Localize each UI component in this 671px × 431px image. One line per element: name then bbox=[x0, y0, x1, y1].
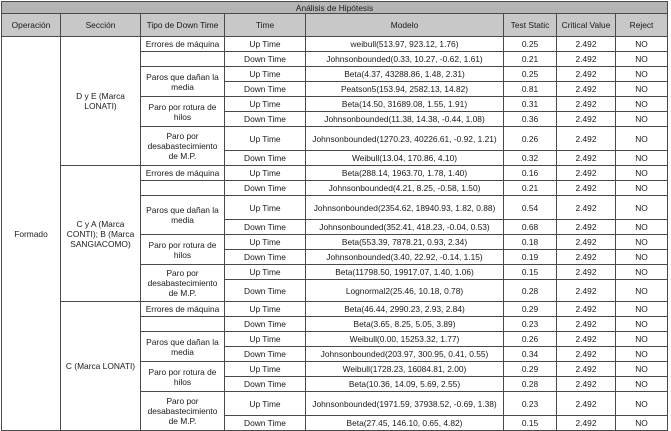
critical-cell: 2.492 bbox=[557, 52, 616, 67]
critical-cell: 2.492 bbox=[557, 347, 616, 362]
reject-cell: NO bbox=[616, 127, 668, 151]
test-cell: 0.21 bbox=[504, 181, 557, 196]
hypothesis-table bbox=[1, 1, 668, 431]
reject-cell: NO bbox=[616, 332, 668, 347]
critical-cell: 2.492 bbox=[557, 151, 616, 166]
time-cell: Up Time bbox=[225, 166, 306, 181]
header-critical-value: Critical Value bbox=[557, 14, 616, 37]
modelo-cell: Beta(10.36, 14.09, 5.69, 2.55) bbox=[306, 377, 504, 392]
section-cell: C (Marca LONATI) bbox=[61, 302, 141, 431]
test-cell: 0.68 bbox=[504, 220, 557, 235]
header-modelo: Modelo bbox=[306, 14, 504, 37]
reject-cell: NO bbox=[616, 347, 668, 362]
reject-cell: NO bbox=[616, 302, 668, 317]
header-operacion: Operación bbox=[2, 14, 61, 37]
critical-cell: 2.492 bbox=[557, 37, 616, 52]
modelo-cell: Beta(3.65, 8.25, 5.05, 3.89) bbox=[306, 317, 504, 332]
header-row bbox=[2, 14, 668, 37]
reject-cell: NO bbox=[616, 181, 668, 196]
test-cell: 0.25 bbox=[504, 67, 557, 82]
time-cell: Up Time bbox=[225, 37, 306, 52]
modelo-cell: Lognormal2(25.46, 10.18, 0.78) bbox=[306, 280, 504, 302]
modelo-cell: Weibull(0.00, 15253.32, 1.77) bbox=[306, 332, 504, 347]
modelo-cell: Beta(46.44, 2990.23, 2.93, 2.84) bbox=[306, 302, 504, 317]
critical-cell: 2.492 bbox=[557, 280, 616, 302]
header-time: Time bbox=[225, 14, 306, 37]
modelo-cell: Weibull(13.04, 170.86, 4.10) bbox=[306, 151, 504, 166]
reject-cell: NO bbox=[616, 196, 668, 220]
modelo-cell: weibull(513.97, 923.12, 1.76) bbox=[306, 37, 504, 52]
reject-cell: NO bbox=[616, 166, 668, 181]
time-cell: Down Time bbox=[225, 377, 306, 392]
critical-cell: 2.492 bbox=[557, 265, 616, 280]
test-cell: 0.31 bbox=[504, 97, 557, 112]
time-cell: Down Time bbox=[225, 416, 306, 431]
time-cell: Up Time bbox=[225, 235, 306, 250]
reject-cell: NO bbox=[616, 112, 668, 127]
time-cell: Up Time bbox=[225, 196, 306, 220]
modelo-cell: Peatson5(153.94, 2582.13, 14.82) bbox=[306, 82, 504, 97]
time-cell: Down Time bbox=[225, 112, 306, 127]
test-cell: 0.26 bbox=[504, 127, 557, 151]
modelo-cell: Beta(27.45, 146.10, 0.65, 4.82) bbox=[306, 416, 504, 431]
table-row bbox=[2, 166, 668, 181]
reject-cell: NO bbox=[616, 37, 668, 52]
test-cell: 0.28 bbox=[504, 377, 557, 392]
time-cell: Up Time bbox=[225, 332, 306, 347]
critical-cell: 2.492 bbox=[557, 332, 616, 347]
modelo-cell: Johnsonbounded(203.97, 300.95, 0.41, 0.55) bbox=[306, 347, 504, 362]
modelo-cell: Johnsonbounded(4.21, 8.25, -0.58, 1.50) bbox=[306, 181, 504, 196]
section-cell: C y A (Marca CONTI); B (Marca SANGIACOMO) bbox=[61, 166, 141, 302]
critical-cell: 2.492 bbox=[557, 302, 616, 317]
modelo-cell: Johnsonbounded(11.38, 14.38, -0.44, 1.08) bbox=[306, 112, 504, 127]
tipo-cell: Paros que dañan la media bbox=[141, 196, 225, 235]
tipo-cell: Paro por desabastecimiento de M.P. bbox=[141, 392, 225, 431]
title-row bbox=[2, 2, 668, 14]
time-cell: Up Time bbox=[225, 97, 306, 112]
reject-cell: NO bbox=[616, 52, 668, 67]
modelo-cell: Beta(4.37, 43288.86, 1.48, 2.31) bbox=[306, 67, 504, 82]
time-cell: Up Time bbox=[225, 127, 306, 151]
critical-cell: 2.492 bbox=[557, 67, 616, 82]
reject-cell: NO bbox=[616, 377, 668, 392]
tipo-cell: Paros que dañan la media bbox=[141, 67, 225, 97]
reject-cell: NO bbox=[616, 392, 668, 416]
tipo-cell: Paro por desabastecimiento de M.P. bbox=[141, 265, 225, 302]
test-cell: 0.21 bbox=[504, 52, 557, 67]
test-cell: 0.29 bbox=[504, 302, 557, 317]
test-cell: 0.81 bbox=[504, 82, 557, 97]
reject-cell: NO bbox=[616, 97, 668, 112]
critical-cell: 2.492 bbox=[557, 235, 616, 250]
modelo-cell: Beta(288.14, 1963.70, 1.78, 1.40) bbox=[306, 166, 504, 181]
test-cell: 0.19 bbox=[504, 250, 557, 265]
test-cell: 0.36 bbox=[504, 112, 557, 127]
reject-cell: NO bbox=[616, 235, 668, 250]
tipo-cell: Paros que dañan la media bbox=[141, 332, 225, 362]
modelo-cell: Johnsonbounded(1270.23, 40226.61, -0.92, 1.21) bbox=[306, 127, 504, 151]
critical-cell: 2.492 bbox=[557, 392, 616, 416]
modelo-cell: Johnsonbounded(2354.62, 18940.93, 1.82, 0.88) bbox=[306, 196, 504, 220]
critical-cell: 2.492 bbox=[557, 97, 616, 112]
time-cell: Up Time bbox=[225, 362, 306, 377]
time-cell: Up Time bbox=[225, 67, 306, 82]
reject-cell: NO bbox=[616, 82, 668, 97]
time-cell: Down Time bbox=[225, 280, 306, 302]
header-seccion: Sección bbox=[61, 14, 141, 37]
critical-cell: 2.492 bbox=[557, 416, 616, 431]
test-cell: 0.15 bbox=[504, 265, 557, 280]
time-cell: Down Time bbox=[225, 181, 306, 196]
test-cell: 0.34 bbox=[504, 347, 557, 362]
reject-cell: NO bbox=[616, 250, 668, 265]
modelo-cell: Weibull(1728.23, 16084.81, 2.00) bbox=[306, 362, 504, 377]
time-cell: Down Time bbox=[225, 82, 306, 97]
critical-cell: 2.492 bbox=[557, 250, 616, 265]
test-cell: 0.18 bbox=[504, 235, 557, 250]
test-cell: 0.26 bbox=[504, 332, 557, 347]
time-cell: Down Time bbox=[225, 250, 306, 265]
critical-cell: 2.492 bbox=[557, 166, 616, 181]
tipo-cell: Errores de máquina bbox=[141, 302, 225, 317]
modelo-cell: Beta(14.50, 31689.08, 1.55, 1.91) bbox=[306, 97, 504, 112]
critical-cell: 2.492 bbox=[557, 362, 616, 377]
table-row bbox=[2, 37, 668, 52]
section-cell: D y E (Marca LONATI) bbox=[61, 37, 141, 166]
reject-cell: NO bbox=[616, 362, 668, 377]
critical-cell: 2.492 bbox=[557, 317, 616, 332]
tipo-cell: Errores de máquina bbox=[141, 166, 225, 181]
tipo-cell: Paro por rotura de hilos bbox=[141, 97, 225, 127]
test-cell: 0.15 bbox=[504, 416, 557, 431]
reject-cell: NO bbox=[616, 67, 668, 82]
reject-cell: NO bbox=[616, 220, 668, 235]
modelo-cell: Beta(553.39, 7878.21, 0.93, 2.34) bbox=[306, 235, 504, 250]
reject-cell: NO bbox=[616, 317, 668, 332]
table-row bbox=[2, 302, 668, 317]
test-cell: 0.25 bbox=[504, 37, 557, 52]
critical-cell: 2.492 bbox=[557, 377, 616, 392]
time-cell: Down Time bbox=[225, 220, 306, 235]
test-cell: 0.29 bbox=[504, 362, 557, 377]
critical-cell: 2.492 bbox=[557, 127, 616, 151]
tipo-cell: Paro por desabastecimiento de M.P. bbox=[141, 127, 225, 166]
tipo-cell: Errores de máquina bbox=[141, 37, 225, 52]
test-cell: 0.23 bbox=[504, 392, 557, 416]
tipo-cell: Paro por rotura de hilos bbox=[141, 235, 225, 265]
test-cell: 0.16 bbox=[504, 166, 557, 181]
critical-cell: 2.492 bbox=[557, 196, 616, 220]
tipo-cell: Paro por rotura de hilos bbox=[141, 362, 225, 392]
modelo-cell: Johnsonbounded(0.33, 10.27, -0.62, 1.61) bbox=[306, 52, 504, 67]
time-cell: Up Time bbox=[225, 265, 306, 280]
test-cell: 0.32 bbox=[504, 151, 557, 166]
header-reject: Reject bbox=[616, 14, 668, 37]
critical-cell: 2.492 bbox=[557, 181, 616, 196]
time-cell: Up Time bbox=[225, 392, 306, 416]
reject-cell: NO bbox=[616, 416, 668, 431]
modelo-cell: Johnsonbounded(352.41, 418.23, -0.04, 0.53) bbox=[306, 220, 504, 235]
reject-cell: NO bbox=[616, 151, 668, 166]
modelo-cell: Johnsonbounded(3.40, 22.92, -0.14, 1.15) bbox=[306, 250, 504, 265]
reject-cell: NO bbox=[616, 265, 668, 280]
operacion-cell: Formado bbox=[2, 37, 61, 431]
header-tipo: Tipo de Down Time bbox=[141, 14, 225, 37]
time-cell: Down Time bbox=[225, 52, 306, 67]
critical-cell: 2.492 bbox=[557, 82, 616, 97]
modelo-cell: Johnsonbounded(1971.59, 37938.52, -0.69, 1.38) bbox=[306, 392, 504, 416]
critical-cell: 2.492 bbox=[557, 220, 616, 235]
table-title: Análisis de Hipótesis bbox=[2, 2, 668, 14]
time-cell: Down Time bbox=[225, 151, 306, 166]
test-cell: 0.23 bbox=[504, 317, 557, 332]
critical-cell: 2.492 bbox=[557, 112, 616, 127]
reject-cell: NO bbox=[616, 280, 668, 302]
time-cell: Down Time bbox=[225, 347, 306, 362]
modelo-cell: Beta(11798.50, 19917.07, 1.40, 1.06) bbox=[306, 265, 504, 280]
time-cell: Up Time bbox=[225, 302, 306, 317]
time-cell: Down Time bbox=[225, 317, 306, 332]
test-cell: 0.28 bbox=[504, 280, 557, 302]
header-test-static: Test Static bbox=[504, 14, 557, 37]
test-cell: 0.54 bbox=[504, 196, 557, 220]
